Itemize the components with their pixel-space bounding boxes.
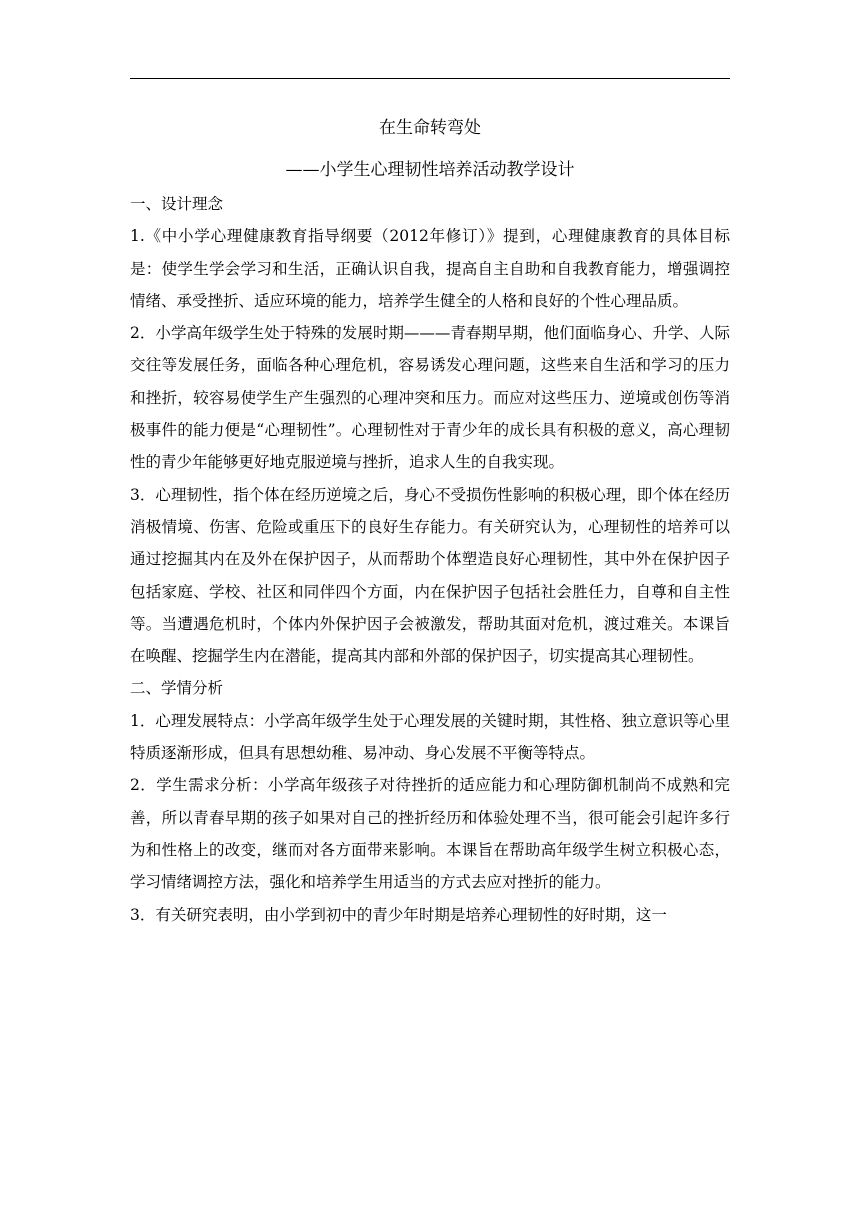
- document-title: 在生命转弯处: [379, 118, 481, 138]
- header-rule: [130, 78, 730, 79]
- paragraph: 2．小学高年级学生处于特殊的发展时期———青春期早期，他们面临身心、升学、人际交往等发展任务，面临各种心理危机，容易诱发心理问题，这些来自生活和学习的压力和挫折，较容易使学生产生强烈的心理冲突和压力。而应对这些压力、逆境或创伤等消极事件的能力便是“心理韧性”。心理韧性对于青少年的成长具有积极的意义，高心理韧性的青少年能够更好地克服逆境与挫折，追求人生的自我实现。: [130, 324, 730, 472]
- paragraph: 3．心理韧性，指个体在经历逆境之后，身心不受损伤性影响的积极心理，即个体在经历消极情境、伤害、危险或重压下的良好生存能力。有关研究认为，心理韧性的培养可以通过挖掘其内在及外在保护因子，从而帮助个体塑造良好心理韧性，其中外在保护因子包括家庭、学校、社区和同伴四个方面，内在保护因子包括社会胜任力，自尊和自主性等。当遭遇危机时，个体内外保护因子会被激发，帮助其面对危机，渡过难关。本课旨在唤醒、挖掘学生内在潜能，提高其内部和外部的保护因子，切实提高其心理韧性。: [130, 485, 730, 666]
- paragraph: 1．心理发展特点：小学高年级学生处于心理发展的关键时期，其性格、独立意识等心里特质逐渐形成，但具有思想幼稚、易冲动、身心发展不平衡等特点。: [130, 711, 730, 763]
- section-heading-student-analysis: 二、学情分析: [130, 679, 224, 698]
- document-subtitle: ——小学生心理韧性培养活动教学设计: [285, 160, 575, 180]
- section-heading-design-concept: 一、设计理念: [130, 195, 224, 213]
- paragraph: 3．有关研究表明，由小学到初中的青少年时期是培养心理韧性的好时期，这一: [130, 905, 667, 924]
- paragraph: 2．学生需求分析：小学高年级孩子对待挫折的适应能力和心理防御机制尚不成熟和完善，所以青春早期的孩子如果对自己的挫折经历和体验处理不当，很可能会引起许多行为和性格上的改变，继而对各方面带来影响。本课旨在帮助高年级学生树立积极心态，学习情绪调控方法，强化和培养学生用适当的方式去应对挫折的能力。: [130, 776, 730, 892]
- document-body: [130, 112, 730, 931]
- paragraph: 1.《中小学心理健康教育指导纲要（2012年修订）》提到，心理健康教育的具体目标是：使学生学会学习和生活，正确认识自我，提高自主自助和自我教育能力，增强调控情绪、承受挫折、适应环境的能力，培养学生健全的人格和良好的个性心理品质。: [130, 227, 730, 310]
